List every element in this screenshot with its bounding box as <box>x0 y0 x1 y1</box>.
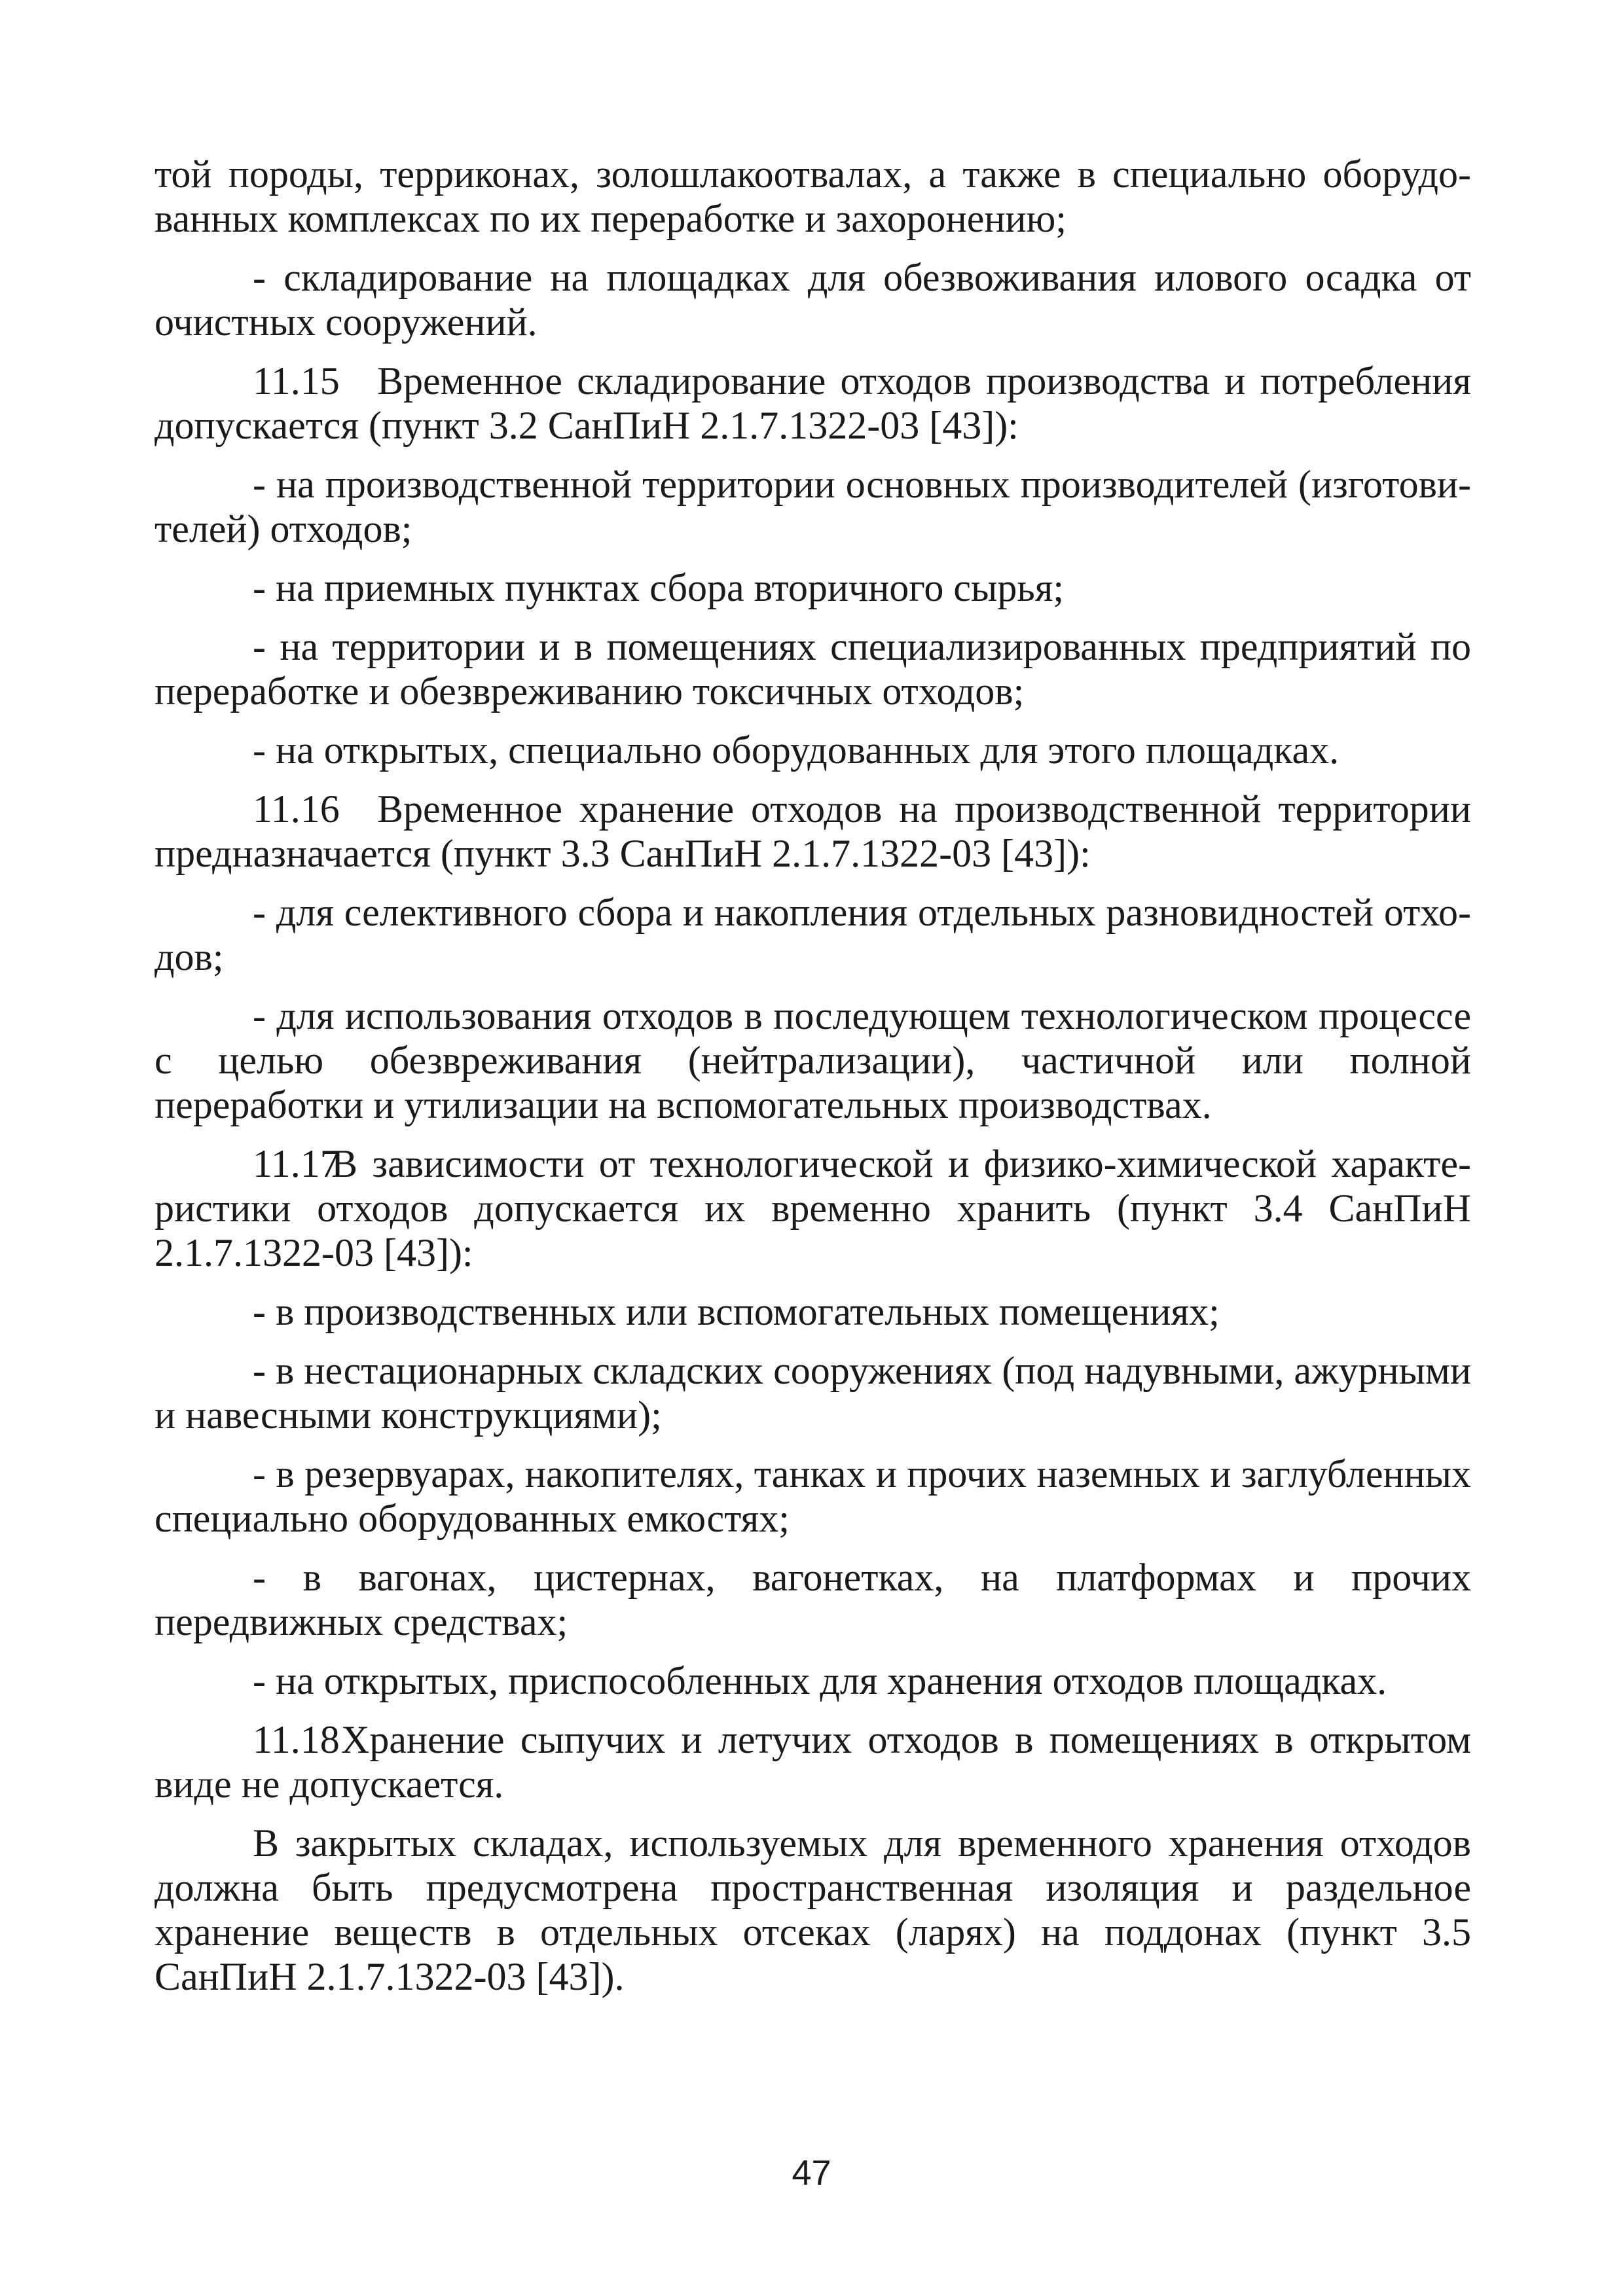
paragraph-text: - в вагонах, цистернах, вагонетках, на платформах и прочих передвижных средствах; <box>155 1556 1471 1643</box>
paragraph-text: - на производственной территории основных производителей (изготовителей) отходов; <box>155 463 1471 550</box>
closing-paragraph <box>155 1821 1471 1999</box>
numbered-paragraph-11-15 <box>155 359 1471 448</box>
paragraph-text: - в нестационарных складских сооружениях (под надувными, ажурными и навесными конструкциями); <box>155 1349 1471 1437</box>
list-item-paragraph <box>155 255 1471 344</box>
list-item-paragraph <box>155 1289 1471 1334</box>
paragraph-text: - на территории и в помещениях специализированных предприятий по переработке и обезвреживанию токсичных отходов; <box>155 625 1471 713</box>
clause-number: 11.16 <box>253 787 340 831</box>
paragraph-text: - для селективного сбора и накопления отдельных разновидностей отходов; <box>155 891 1471 978</box>
list-item-paragraph <box>155 1555 1471 1644</box>
paragraph-text: - на открытых, приспособленных для хранения отходов площадках. <box>253 1659 1387 1702</box>
paragraph-text: той породы, терриконах, золошлакоотвалах, а также в специально оборудованных комплексах по их переработке и захоронению; <box>155 152 1471 240</box>
paragraph-text: - на приемных пунктах сбора вторичного сырья; <box>253 566 1064 609</box>
paragraph-text: Временное складирование отходов производства и потребления допускается (пункт 3.2 СанПиН 2.1.7.1322-03 [43]): <box>155 359 1471 447</box>
paragraph-text: - на открытых, специально оборудованных для этого площадках. <box>253 728 1340 772</box>
clause-number: 11.15 <box>253 359 340 403</box>
list-item-paragraph <box>155 624 1471 713</box>
list-item-paragraph <box>155 462 1471 551</box>
paragraph-text: В зависимости от технологической и физико-химической характеристики отходов допускается их временно хранить (пункт 3.4 СанПиН 2.1.7.1322-03 [43]): <box>155 1142 1471 1274</box>
paragraph-text: - для использования отходов в последующем технологическом процессе с целью обезвреживания (нейтрализации), частичной или полной переработки и утилизации на вспомогательных производствах. <box>155 994 1471 1126</box>
list-item-paragraph <box>155 565 1471 610</box>
paragraph-text: Временное хранение отходов на производственной территории предназначается (пункт 3.3 СанПиН 2.1.7.1322-03 [43]): <box>155 787 1471 875</box>
list-item-paragraph <box>155 994 1471 1127</box>
paragraph-text: Хранение сыпучих и летучих отходов в помещениях в открытом виде не допускается. <box>155 1718 1471 1806</box>
paragraph-text: - складирование на площадках для обезвоживания илового осадка от очистных сооружений. <box>155 256 1471 344</box>
paragraph-text: - в производственных или вспомогательных помещениях; <box>253 1290 1220 1333</box>
numbered-paragraph-11-17 <box>155 1141 1471 1275</box>
list-item-paragraph <box>155 1452 1471 1541</box>
numbered-paragraph-11-16 <box>155 787 1471 876</box>
paragraph-continuation <box>155 152 1471 241</box>
body-text <box>155 152 1471 2013</box>
list-item-paragraph <box>155 1659 1471 1703</box>
numbered-paragraph-11-18 <box>155 1717 1471 1806</box>
list-item-paragraph <box>155 1348 1471 1437</box>
paragraph-text: - в резервуарах, накопителях, танках и прочих наземных и заглубленных специально оборудованных емкостях; <box>155 1452 1471 1540</box>
list-item-paragraph <box>155 728 1471 772</box>
clause-number: 11.17 <box>253 1142 340 1185</box>
page-number: 47 <box>792 2153 831 2193</box>
list-item-paragraph <box>155 890 1471 979</box>
paragraph-text: В закрытых складах, используемых для временного хранения отходов должна быть предусмотрена пространственная изоляция и раздельное хранение веществ в отдельных отсеках (ларях) на поддонах (пункт 3.5 СанПиН 2.1.7.1322-03 [43]). <box>155 1821 1471 1998</box>
clause-number: 11.18 <box>253 1718 340 1761</box>
